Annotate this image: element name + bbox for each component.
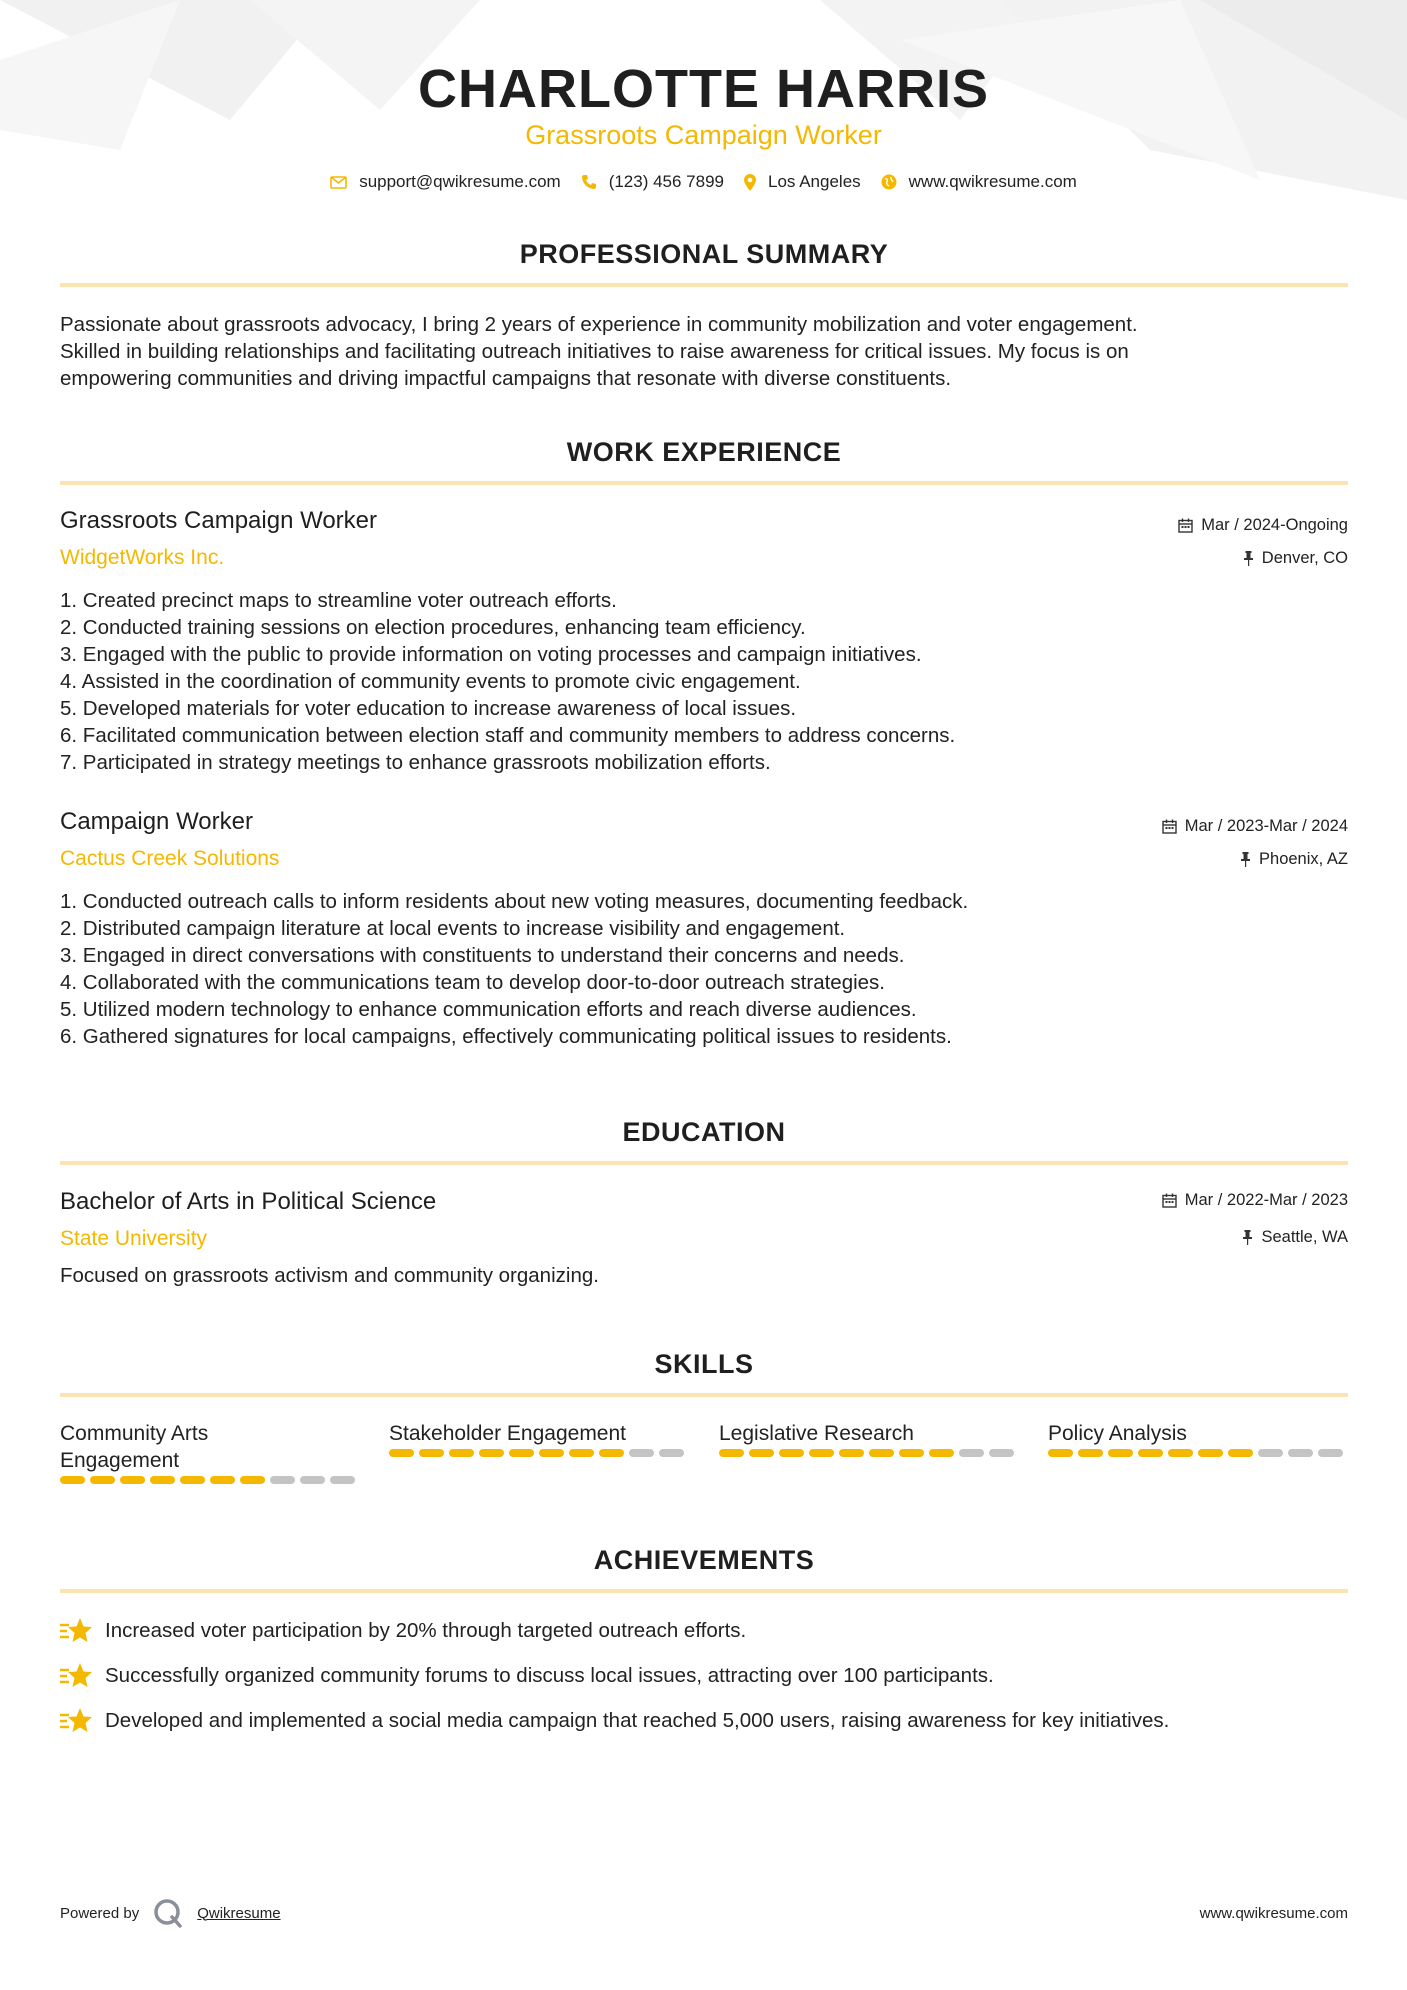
achievement-item: [60, 1706, 1350, 1736]
pushpin-icon: [1243, 551, 1254, 566]
skill-rating-dot: [449, 1449, 474, 1457]
skill-rating-dot: [389, 1449, 414, 1457]
skill-item: [719, 1420, 1019, 1457]
skill-rating-dot: [270, 1476, 295, 1484]
skill-rating-dot: [1048, 1449, 1073, 1457]
powered-by-label: Powered by: [60, 1904, 140, 1922]
list-item: 7. Participated in strategy meetings to enhance grassroots mobilization efforts.: [60, 751, 771, 774]
globe-icon: [881, 174, 897, 190]
section-title-experience: WORK EXPERIENCE: [566, 437, 842, 467]
skill-name-line: Policy Analysis: [1048, 1422, 1187, 1445]
contact-location: [744, 172, 861, 192]
skill-rating-dot: [1288, 1449, 1313, 1457]
skill-rating-dot: [839, 1449, 864, 1457]
skill-rating-dot: [210, 1476, 235, 1484]
section-title-summary: PROFESSIONAL SUMMARY: [519, 239, 889, 269]
contact-phone-text: (123) 456 7899: [608, 172, 725, 191]
achievement-text: Developed and implemented a social media campaign that reached 5,000 users, raising awareness for key initiatives.: [105, 1709, 1170, 1732]
skill-rating: [60, 1476, 360, 1484]
list-item: 5. Utilized modern technology to enhance communication efforts and reach diverse audiences.: [60, 998, 917, 1021]
pushpin-icon: [1242, 1230, 1253, 1245]
calendar-icon: [1162, 1193, 1177, 1208]
contact-email[interactable]: [330, 172, 561, 192]
list-item: 5. Developed materials for voter education to increase awareness of local issues.: [60, 697, 797, 720]
skill-rating-dot: [1138, 1449, 1163, 1457]
skill-rating: [389, 1449, 689, 1457]
skill-name: [60, 1420, 360, 1474]
contact-bar: [0, 172, 1407, 192]
skill-rating-dot: [1108, 1449, 1133, 1457]
skill-rating: [1048, 1449, 1348, 1457]
skill-rating-dot: [60, 1476, 85, 1484]
summary-line: Skilled in building relationships and facilitating outreach initiatives to raise awareness for critical issues. My focus is on: [60, 340, 1129, 363]
footer-website[interactable]: www.qwikresume.com: [1199, 1905, 1348, 1922]
skill-rating-dot: [1198, 1449, 1223, 1457]
star-badge-icon: [60, 1661, 93, 1691]
section-title-skills: SKILLS: [654, 1349, 754, 1379]
contact-website-text: www.qwikresume.com: [908, 172, 1077, 191]
education-location-text: Seattle, WA: [1261, 1228, 1348, 1246]
list-item: 3. Engaged with the public to provide information on voting processes and campaign initiatives.: [60, 643, 922, 666]
skill-name-line: Community Arts: [60, 1422, 209, 1445]
skills-list: [60, 1420, 1350, 1500]
job-dates-text: Mar / 2023-Mar / 2024: [1184, 817, 1348, 835]
list-item: 6. Facilitated communication between election staff and community members to address concerns.: [60, 724, 956, 747]
skill-rating-dot: [959, 1449, 984, 1457]
skill-item: [389, 1420, 689, 1457]
skill-rating-dot: [120, 1476, 145, 1484]
contact-email-text: support@qwikresume.com: [359, 172, 561, 191]
section-divider: [60, 1161, 1348, 1165]
skill-rating-dot: [479, 1449, 504, 1457]
candidate-role: Grassroots Campaign Worker: [525, 120, 882, 150]
education-dates: [1162, 1191, 1348, 1210]
job-location-text: Denver, CO: [1261, 549, 1348, 567]
qwikresume-logo-icon: [153, 1898, 183, 1928]
list-item: 2. Conducted training sessions on election procedures, enhancing team efficiency.: [60, 616, 806, 639]
skill-item: [60, 1420, 360, 1484]
section-divider: [60, 1393, 1348, 1397]
skill-rating-dot: [599, 1449, 624, 1457]
section-divider: [60, 1589, 1348, 1593]
qwikresume-link[interactable]: Qwikresume: [197, 1904, 281, 1922]
skill-rating-dot: [180, 1476, 205, 1484]
skill-rating-dot: [300, 1476, 325, 1484]
job-company: Cactus Creek Solutions: [60, 847, 280, 870]
skill-rating-dot: [569, 1449, 594, 1457]
envelope-icon: [330, 176, 347, 189]
education-dates-text: Mar / 2022-Mar / 2023: [1184, 1191, 1348, 1209]
skill-name-line: Stakeholder Engagement: [389, 1422, 626, 1445]
education-description: Focused on grassroots activism and community organizing.: [60, 1264, 599, 1287]
skill-item: [1048, 1420, 1348, 1457]
summary-line: empowering communities and driving impactful campaigns that resonate with diverse constituents.: [60, 367, 952, 390]
skill-rating-dot: [749, 1449, 774, 1457]
section-divider: [60, 283, 1348, 287]
education-school: State University: [60, 1227, 208, 1250]
contact-website[interactable]: [881, 172, 1077, 192]
skill-rating-dot: [989, 1449, 1014, 1457]
job-title: Campaign Worker: [60, 808, 253, 835]
skill-rating-dot: [659, 1449, 684, 1457]
phone-icon: [581, 174, 597, 190]
skill-rating-dot: [1168, 1449, 1193, 1457]
candidate-name: CHARLOTTE HARRIS: [418, 59, 989, 119]
skill-rating-dot: [419, 1449, 444, 1457]
job-location: [1240, 850, 1348, 869]
calendar-icon: [1178, 518, 1193, 533]
skill-rating-dot: [1078, 1449, 1103, 1457]
job-bullets: [60, 587, 1350, 776]
footer-powered-by: [60, 1898, 281, 1928]
list-item: 3. Engaged in direct conversations with constituents to understand their concerns and needs.: [60, 944, 905, 967]
list-item: 2. Distributed campaign literature at local events to increase visibility and engagement.: [60, 917, 846, 940]
star-badge-icon: [60, 1706, 93, 1736]
skill-rating-dot: [1228, 1449, 1253, 1457]
contact-phone[interactable]: [581, 172, 724, 192]
job-dates: [1162, 817, 1348, 836]
list-item: 4. Collaborated with the communications team to develop door-to-door outreach strategies.: [60, 971, 886, 994]
summary-line: Passionate about grassroots advocacy, I bring 2 years of experience in community mobilization and voter engagement.: [60, 313, 1138, 336]
achievement-text: Increased voter participation by 20% through targeted outreach efforts.: [105, 1619, 747, 1642]
list-item: 1. Conducted outreach calls to inform residents about new voting measures, documenting feedback.: [60, 890, 969, 913]
job-location: [1243, 549, 1348, 568]
contact-location-text: Los Angeles: [768, 172, 861, 191]
job-title: Grassroots Campaign Worker: [60, 507, 377, 534]
job-dates-text: Mar / 2024-Ongoing: [1201, 516, 1348, 534]
achievement-item: [60, 1661, 1350, 1691]
skill-rating-dot: [719, 1449, 744, 1457]
list-item: 1. Created precinct maps to streamline voter outreach efforts.: [60, 589, 617, 612]
skill-rating-dot: [330, 1476, 355, 1484]
skill-rating-dot: [809, 1449, 834, 1457]
section-title-achievements: ACHIEVEMENTS: [593, 1545, 815, 1575]
achievement-item: [60, 1616, 1350, 1646]
calendar-icon: [1162, 819, 1177, 834]
pushpin-icon: [1240, 852, 1251, 867]
education-location: [1242, 1228, 1348, 1247]
skill-rating: [719, 1449, 1019, 1457]
skill-name: [719, 1420, 1019, 1447]
skill-rating-dot: [629, 1449, 654, 1457]
job-location-text: Phoenix, AZ: [1259, 850, 1348, 868]
map-pin-icon: [744, 174, 756, 191]
job-dates: [1178, 516, 1348, 535]
skill-rating-dot: [240, 1476, 265, 1484]
section-title-education: EDUCATION: [622, 1117, 786, 1147]
skill-name: [1048, 1420, 1348, 1447]
skill-rating-dot: [929, 1449, 954, 1457]
education-degree: Bachelor of Arts in Political Science: [60, 1188, 437, 1215]
achievement-text: Successfully organized community forums to discuss local issues, attracting over 100 participants.: [105, 1664, 994, 1687]
skill-rating-dot: [150, 1476, 175, 1484]
skill-rating-dot: [539, 1449, 564, 1457]
skill-rating-dot: [779, 1449, 804, 1457]
skill-rating-dot: [899, 1449, 924, 1457]
list-item: 6. Gathered signatures for local campaigns, effectively communicating political issues to residents.: [60, 1025, 952, 1048]
skill-rating-dot: [1258, 1449, 1283, 1457]
skill-name: [389, 1420, 689, 1447]
job-bullets: [60, 888, 1350, 1050]
skill-rating-dot: [90, 1476, 115, 1484]
summary-text: [60, 311, 1350, 392]
star-badge-icon: [60, 1616, 93, 1646]
section-divider: [60, 481, 1348, 485]
skill-rating-dot: [869, 1449, 894, 1457]
skill-rating-dot: [1318, 1449, 1343, 1457]
skill-name-line: Legislative Research: [719, 1422, 914, 1445]
skill-name-line: Engagement: [60, 1449, 180, 1472]
list-item: 4. Assisted in the coordination of community events to promote civic engagement.: [60, 670, 801, 693]
skill-rating-dot: [509, 1449, 534, 1457]
job-company: WidgetWorks Inc.: [60, 546, 225, 569]
